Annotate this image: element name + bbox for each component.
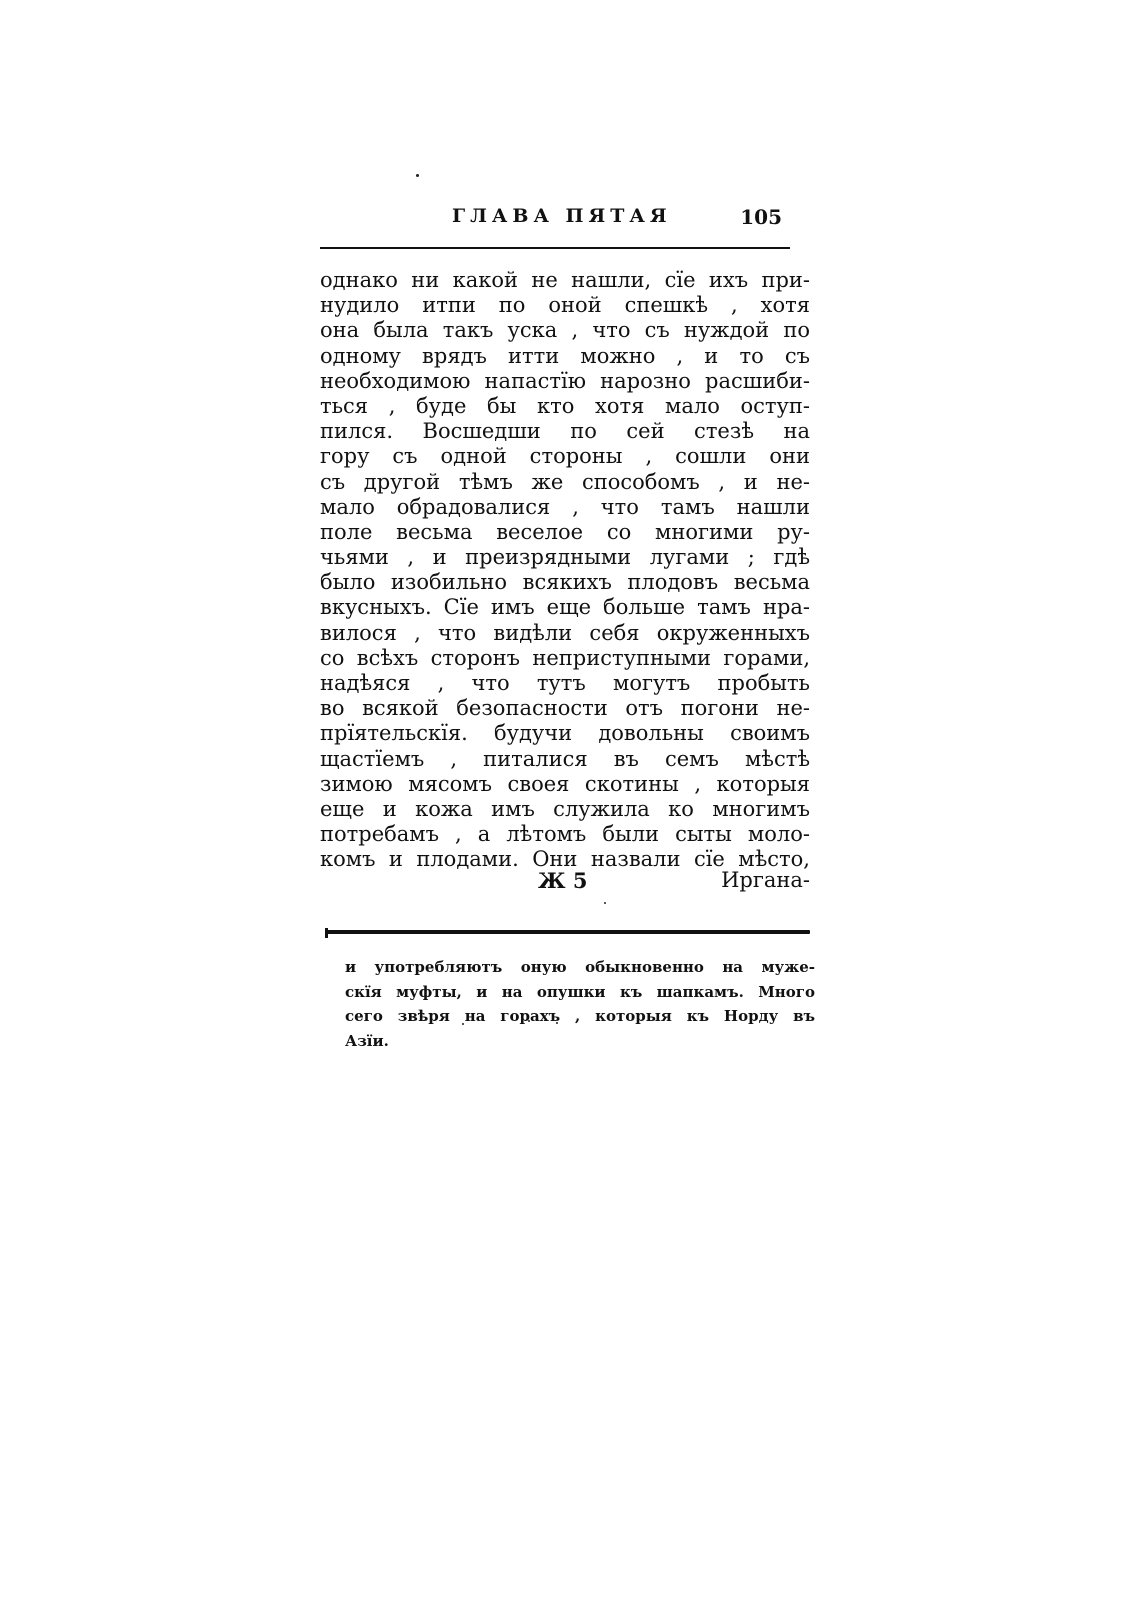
text-line: пился. Восшедши по сей стезѣ на <box>320 419 810 444</box>
text-line: было изобильно всякихъ плодовъ весьма <box>320 570 810 595</box>
page-number: 105 <box>740 205 782 229</box>
footnote-line: Азїи. <box>345 1031 389 1050</box>
text-line: однако ни какой не нашли, сїе ихъ при- <box>320 268 810 292</box>
text-line: нудило итпи по оной спешкѣ , хотя <box>320 293 810 318</box>
text-line: зимою мясомъ своея скотины , которыя <box>320 771 810 796</box>
text-line: поле весьма веселое со многими ру- <box>320 519 810 544</box>
text-line: ться , буде бы кто хотя мало оступ- <box>320 393 810 418</box>
footnote-line: и употребляютъ оную обыкновенно на муже- <box>345 958 815 976</box>
print-speck <box>604 902 606 904</box>
footnote-line: скїя муфты, и на опушки къ шапкамъ. Много <box>345 982 815 1001</box>
signature-row <box>320 868 810 896</box>
text-line: гору съ одной стороны , сошли они <box>320 444 810 469</box>
text-line: щастїемъ , питалися въ семъ мѣстѣ <box>320 746 810 771</box>
text-line: со всѣхъ сторонъ неприступными горами, <box>320 645 810 670</box>
text-line: мало обрадовалися , что тамъ нашли <box>320 494 810 519</box>
text-line: еще и кожа имъ служила ко многимъ <box>320 796 810 821</box>
print-speck <box>416 174 419 177</box>
footnote-block <box>345 955 815 1053</box>
text-line: одному врядъ итти можно , и то съ <box>320 343 810 368</box>
text-line: чьями , и преизрядными лугами ; гдѣ <box>320 545 810 570</box>
main-text-block <box>320 268 810 873</box>
signature-mark: Ж 5 <box>538 868 588 893</box>
text-line: надѣяся , что тутъ могутъ пробыть <box>320 671 810 695</box>
text-line: комъ и плодами. Они назвали сїе мѣсто, <box>320 847 810 872</box>
text-line: вилося , что видѣли себя окруженныхъ <box>320 620 810 645</box>
header-rule <box>320 247 790 249</box>
chapter-title: ГЛАВА ПЯТАЯ <box>452 205 672 227</box>
text-line: необходимою напастїю нарозно расшиби- <box>320 368 810 393</box>
footnote-rule-end <box>325 928 328 938</box>
text-line: во всякой безопасности отъ погони не- <box>320 696 810 721</box>
footnote-line: сего звѣря на горахъ , которыя къ Норду въ <box>345 1007 815 1025</box>
running-head <box>320 205 790 233</box>
text-line: съ другой тѣмъ же способомъ , и не- <box>320 469 810 494</box>
text-line: вкусныхъ. Сїе имъ еще больше тамъ нра- <box>320 595 810 620</box>
text-line: потребамъ , а лѣтомъ были сыты моло- <box>320 822 810 847</box>
footnote-rule <box>325 930 810 934</box>
catchword: Иргана- <box>721 868 810 892</box>
text-line: прїятельскїя. будучи довольны своимъ <box>320 721 810 746</box>
text-line: она была такъ уска , что съ нуждой по <box>320 318 810 343</box>
